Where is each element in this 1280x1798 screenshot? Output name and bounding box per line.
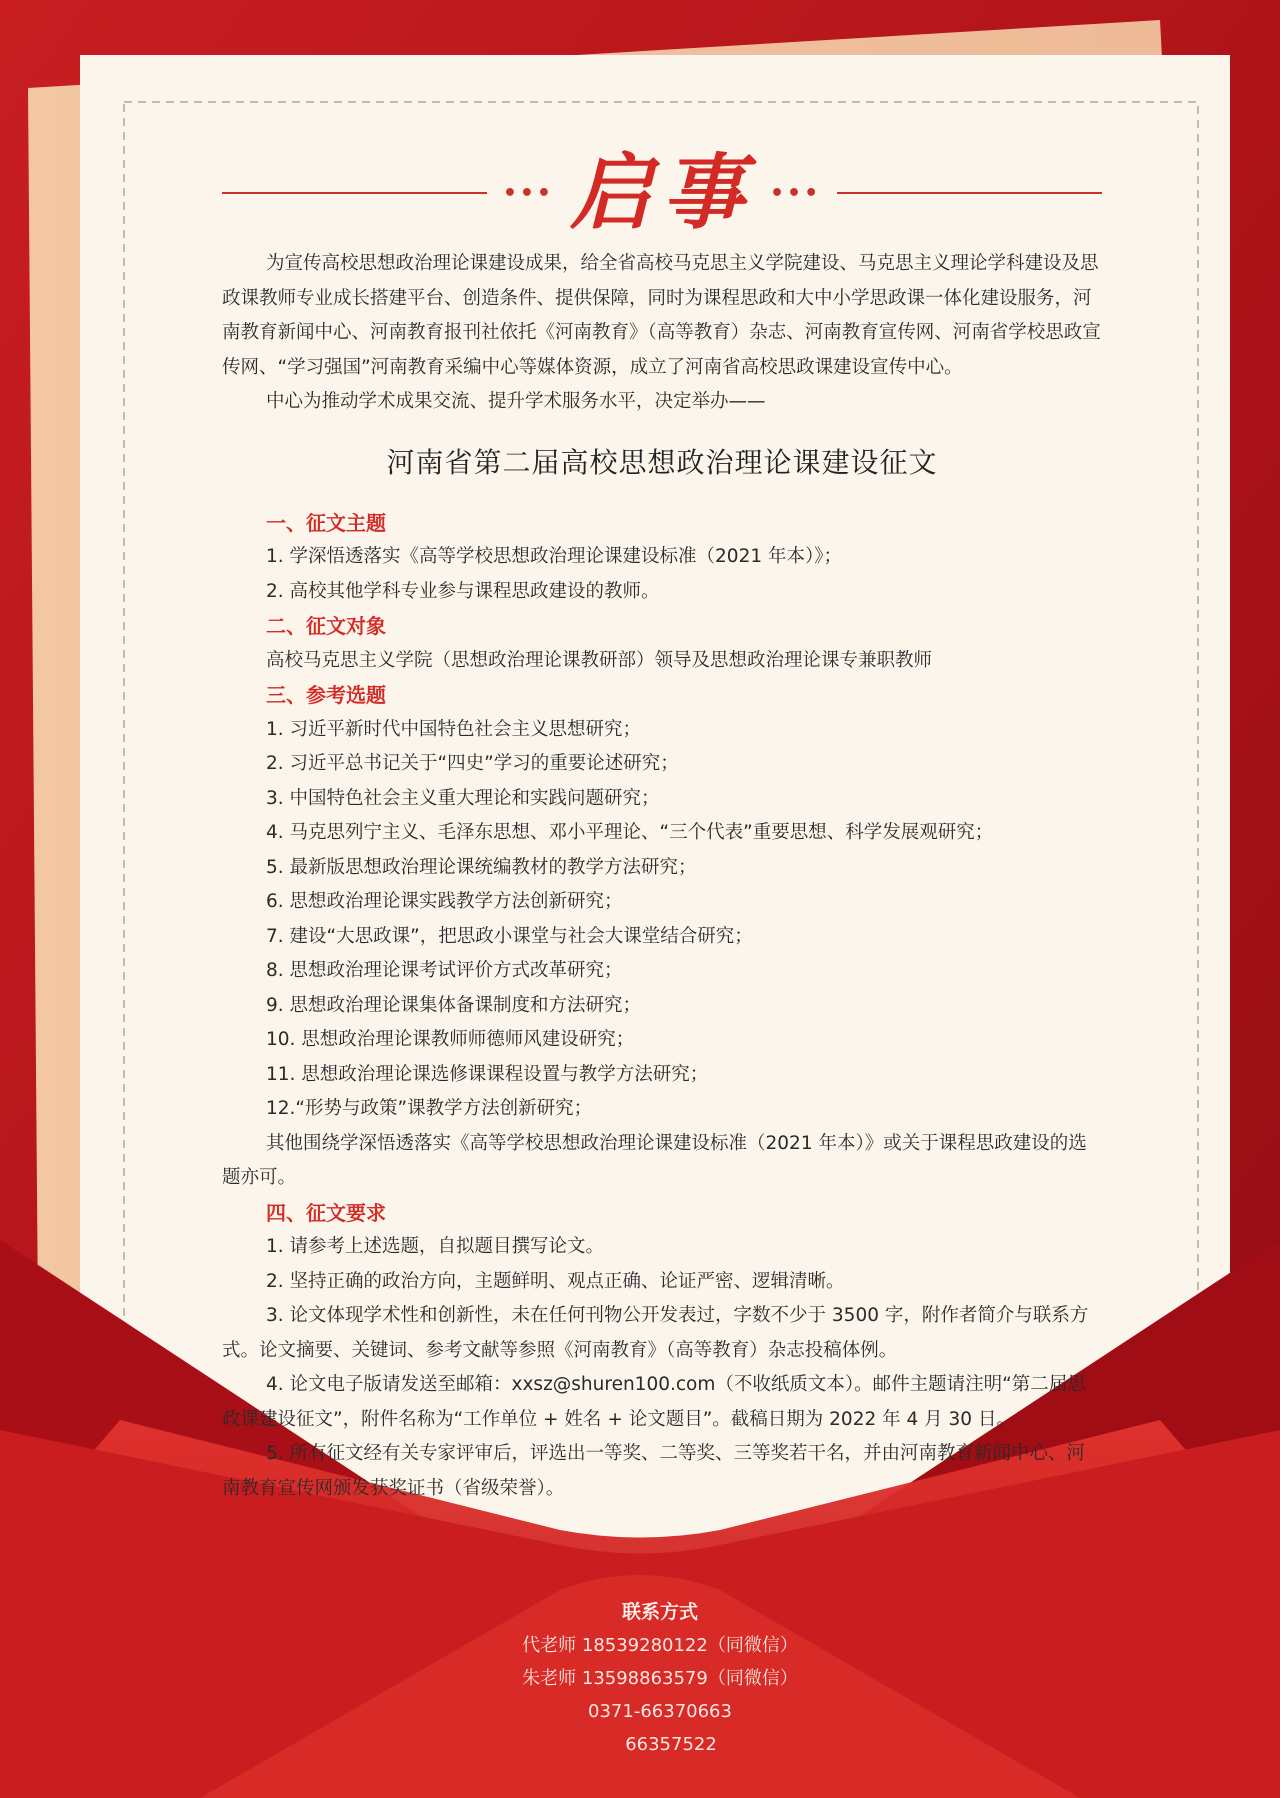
list-item: 1. 请参考上述选题，自拟题目撰写论文。 bbox=[266, 1236, 605, 1257]
title-left-dots: ••• bbox=[502, 180, 554, 206]
section-heading-target: 二、征文对象 bbox=[266, 614, 386, 638]
title-row bbox=[222, 138, 1102, 248]
section-heading-topics: 三、参考选题 bbox=[266, 683, 386, 707]
title-right-rule bbox=[837, 192, 1102, 194]
list-item: 2. 高校其他学科专业参与课程思政建设的教师。 bbox=[266, 580, 660, 602]
contact-line-4: 66357522 bbox=[625, 1734, 717, 1755]
contact-line-1: 代老师 18539280122（同微信） bbox=[522, 1635, 798, 1656]
list-item: 3. 论文体现学术性和创新性，未在任何刊物公开发表过，字数不少于 3500 字，附作者简介与联系方式。论文摘要、关键词、参考文献等参照《河南教育》（高等教育）杂志投稿体例。 bbox=[222, 1305, 1089, 1361]
list-item: 9. 思想政治理论课集体备课制度和方法研究； bbox=[266, 994, 642, 1016]
page-title: 启事 bbox=[570, 145, 754, 241]
list-item: 5. 所有征文经有关专家评审后，评选出一等奖、二等奖、三等奖若干名，并由河南教育新闻中心、河南教育宣传网颁发获奖证书（省级荣誉）。 bbox=[222, 1443, 1086, 1499]
contact-line-3: 0371-66370663 bbox=[588, 1701, 732, 1722]
contact-block bbox=[440, 1596, 880, 1761]
intro-paragraph-1: 为宣传高校思想政治理论课建设成果，给全省高校马克思主义学院建设、马克思主义理论学科建设及思政课教师专业成长搭建平台、创造条件、提供保障，同时为课程思政和大中小学思政课一体化建设服务，河南教育新闻中心、河南教育报刊社依托《河南教育》（高等教育）杂志、河南教育宣传网、河南省学校思政宣传网、“学习强国”河南教育采编中心等媒体资源，成立了河南省高校思政课建设宣传中心。 bbox=[222, 253, 1101, 378]
list-item: 1. 学深悟透落实《高等学校思想政治理论课建设标准（2021 年本）》； bbox=[266, 546, 842, 567]
section-heading-requirements: 四、征文要求 bbox=[266, 1200, 386, 1225]
list-item: 11. 思想政治理论课选修课课程设置与教学方法研究； bbox=[266, 1063, 709, 1085]
section-heading-theme: 一、征文主题 bbox=[266, 510, 386, 535]
list-item: 12.“形势与政策”课教学方法创新研究； bbox=[266, 1098, 593, 1119]
list-item: 1. 习近平新时代中国特色社会主义思想研究； bbox=[266, 718, 642, 740]
list-item: 8. 思想政治理论课考试评价方式改革研究； bbox=[266, 960, 623, 981]
list-item: 6. 思想政治理论课实践教学方法创新研究； bbox=[266, 891, 623, 912]
list-item: 5. 最新版思想政治理论课统编教材的教学方法研究； bbox=[266, 856, 697, 878]
topics-note: 其他围绕学深悟透落实《高等学校思想政治理论课建设标准（2021 年本）》或关于课程思政建设的选题亦可。 bbox=[222, 1132, 1087, 1188]
contact-line-2: 朱老师 13598863579（同微信） bbox=[522, 1668, 798, 1689]
intro-paragraph-2: 中心为推动学术成果交流、提升学术服务水平，决定举办—— bbox=[266, 391, 766, 412]
list-item: 2. 习近平总书记关于“四史”学习的重要论述研究； bbox=[266, 753, 679, 774]
contact-title: 联系方式 bbox=[621, 1601, 698, 1623]
title-left-rule bbox=[222, 192, 487, 194]
list-item: 4. 论文电子版请发送至邮箱：xxsz@shuren100.com（不收纸质文本）。邮件主题请注明“第二届思政课建设征文”，附件名称为“工作单位 + 姓名 + 论文题目”。截稿日期为 2022 年 4 月 30 日。 bbox=[222, 1374, 1086, 1430]
list-item: 4. 马克思列宁主义、毛泽东思想、邓小平理论、“三个代表”重要思想、科学发展观研究； bbox=[266, 822, 994, 843]
list-item: 3. 中国特色社会主义重大理论和实践问题研究； bbox=[266, 787, 660, 809]
list-item: 2. 坚持正确的政治方向，主题鲜明、观点正确、论证严密、逻辑清晰。 bbox=[266, 1270, 845, 1292]
notice-body bbox=[222, 247, 1102, 1506]
list-item: 7. 建设“大思政课”，把思政小课堂与社会大课堂结合研究； bbox=[266, 925, 753, 947]
list-item: 10. 思想政治理论课教师师德师风建设研究； bbox=[266, 1029, 635, 1050]
list-item: 高校马克思主义学院（思想政治理论课教研部）领导及思想政治理论课专兼职教师 bbox=[266, 649, 933, 671]
notice-subtitle: 河南省第二届高校思想政治理论课建设征文 bbox=[386, 445, 938, 479]
title-right-dots: ••• bbox=[770, 180, 822, 206]
